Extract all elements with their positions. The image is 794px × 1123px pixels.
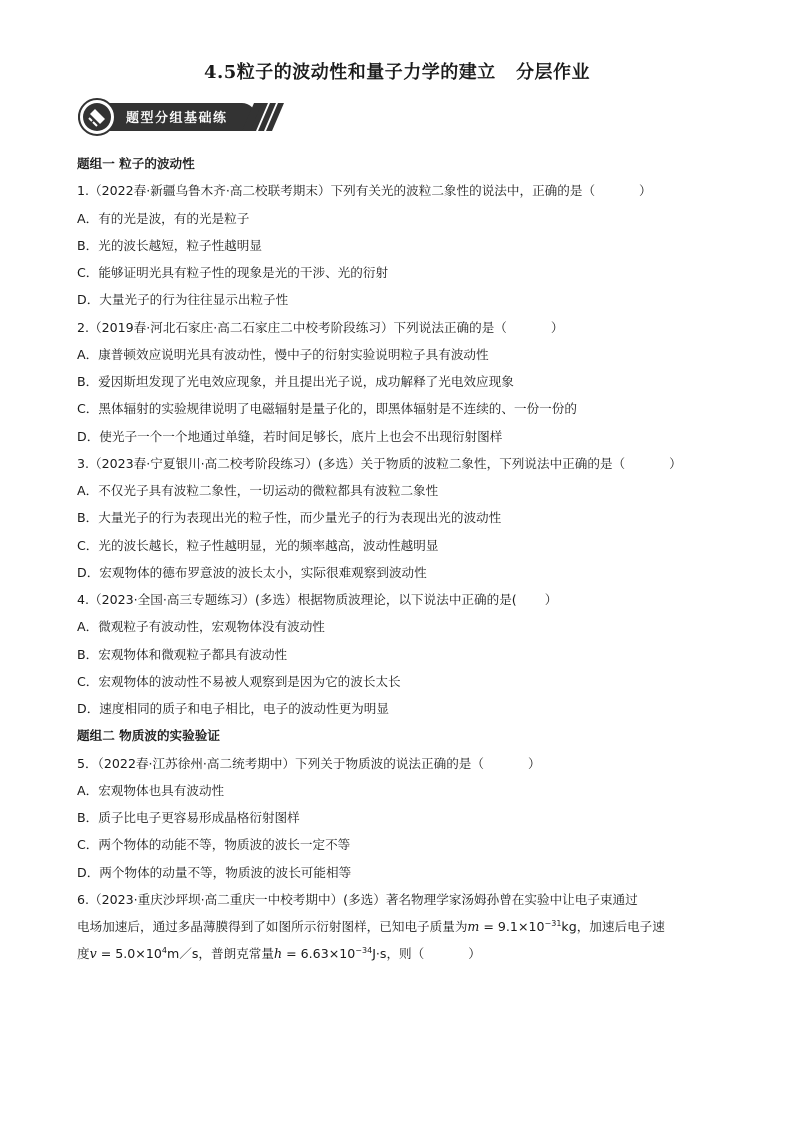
question-stem: 6.（2023·重庆沙坪坝·高二重庆一中校考期中）(多选）著名物理学家汤姆孙曾在实验中让电子束通过 [77,891,638,907]
option: D．大量光子的行为往往显示出粒子性 [77,292,289,308]
option: C．两个物体的动能不等，物质波的波长一定不等 [77,837,351,853]
option: C．黑体辐射的实验规律说明了电磁辐射是量子化的，即黑体辐射是不连续的、一份一份的 [77,401,577,417]
option: D．两个物体的动量不等，物质波的波长可能相等 [77,864,352,880]
group-heading: 题组二 物质波的实验验证 [77,728,220,744]
option: A．微观粒子有波动性，宏观物体没有波动性 [77,619,325,635]
grade-badge-icon [79,99,115,135]
option: C．光的波长越长，粒子性越明显，光的频率越高，波动性越明显 [77,537,439,553]
question-list [77,150,727,968]
option: A．康普顿效应说明光具有波动性，慢中子的衍射实验说明粒子具有波动性 [77,346,489,362]
option: C．宏观物体的波动性不易被人观察到是因为它的波长太长 [77,673,401,689]
section-banner [78,98,290,136]
option: D．速度相同的质子和电子相比，电子的波动性更为明显 [77,701,389,716]
question-stem-continued: 度$v = 5.0\times 10^4m/s$，普朗克常量$h = 6.63\times 10^{-34}J\cdot s$，则（ ） [77,946,481,962]
option: A．有的光是波，有的光是粒子 [77,210,250,226]
option: B．大量光子的行为表现出光的粒子性，而少量光子的行为表现出光的波动性 [77,510,502,526]
question-stem: 4.（2023·全国·高三专题练习）(多选）根据物质波理论，以下说法中正确的是( ） [77,592,558,607]
question-stem: 5．（2022春·江苏徐州·高二统考期中）下列关于物质波的说法正确的是（ ） [77,755,541,771]
section-banner-label: 题型分组基础练 [126,111,228,126]
option: A．宏观物体也具有波动性 [77,782,225,798]
question-stem: 3.（2023春·宁夏银川·高二校考阶段练习）(多选）关于物质的波粒二象性，下列说法中正确的是（ ） [77,455,682,471]
option: B．爱因斯坦发现了光电效应现象，并且提出光子说，成功解释了光电效应现象 [77,374,514,389]
option: D．宏观物体的德布罗意波的波长太小，实际很难观察到波动性 [77,564,427,580]
option: D．使光子一个一个地通过单缝，若时间足够长，底片上也会不出现衍射图样 [77,428,503,444]
question-stem-continued: 电场加速后，通过多晶薄膜得到了如图所示衍射图样，已知电子质量为$m = 9.1\times 10^{-31}kg$，加速后电子速 [77,918,665,934]
option: A．不仅光子具有波粒二象性，一切运动的微粒都具有波粒二象性 [77,483,439,498]
page-title: 4.5粒子的波动性和量子力学的建立 分层作业 [203,62,591,83]
option: C．能够证明光具有粒子性的现象是光的干涉、光的衍射 [77,265,389,280]
option: B．质子比电子更容易形成晶格衍射图样 [77,810,300,825]
question-stem: 2.（2019春·河北石家庄·高二石家庄二中校考阶段练习）下列说法正确的是（ ） [77,319,564,335]
group-heading: 题组一 粒子的波动性 [77,156,195,171]
option: B．光的波长越短，粒子性越明显 [77,237,262,253]
option: B．宏观物体和微观粒子都具有波动性 [77,646,288,662]
question-stem: 1.（2022春·新疆乌鲁木齐·高二校联考期末）下列有关光的波粒二象性的说法中，正确的是（ ） [77,183,652,199]
